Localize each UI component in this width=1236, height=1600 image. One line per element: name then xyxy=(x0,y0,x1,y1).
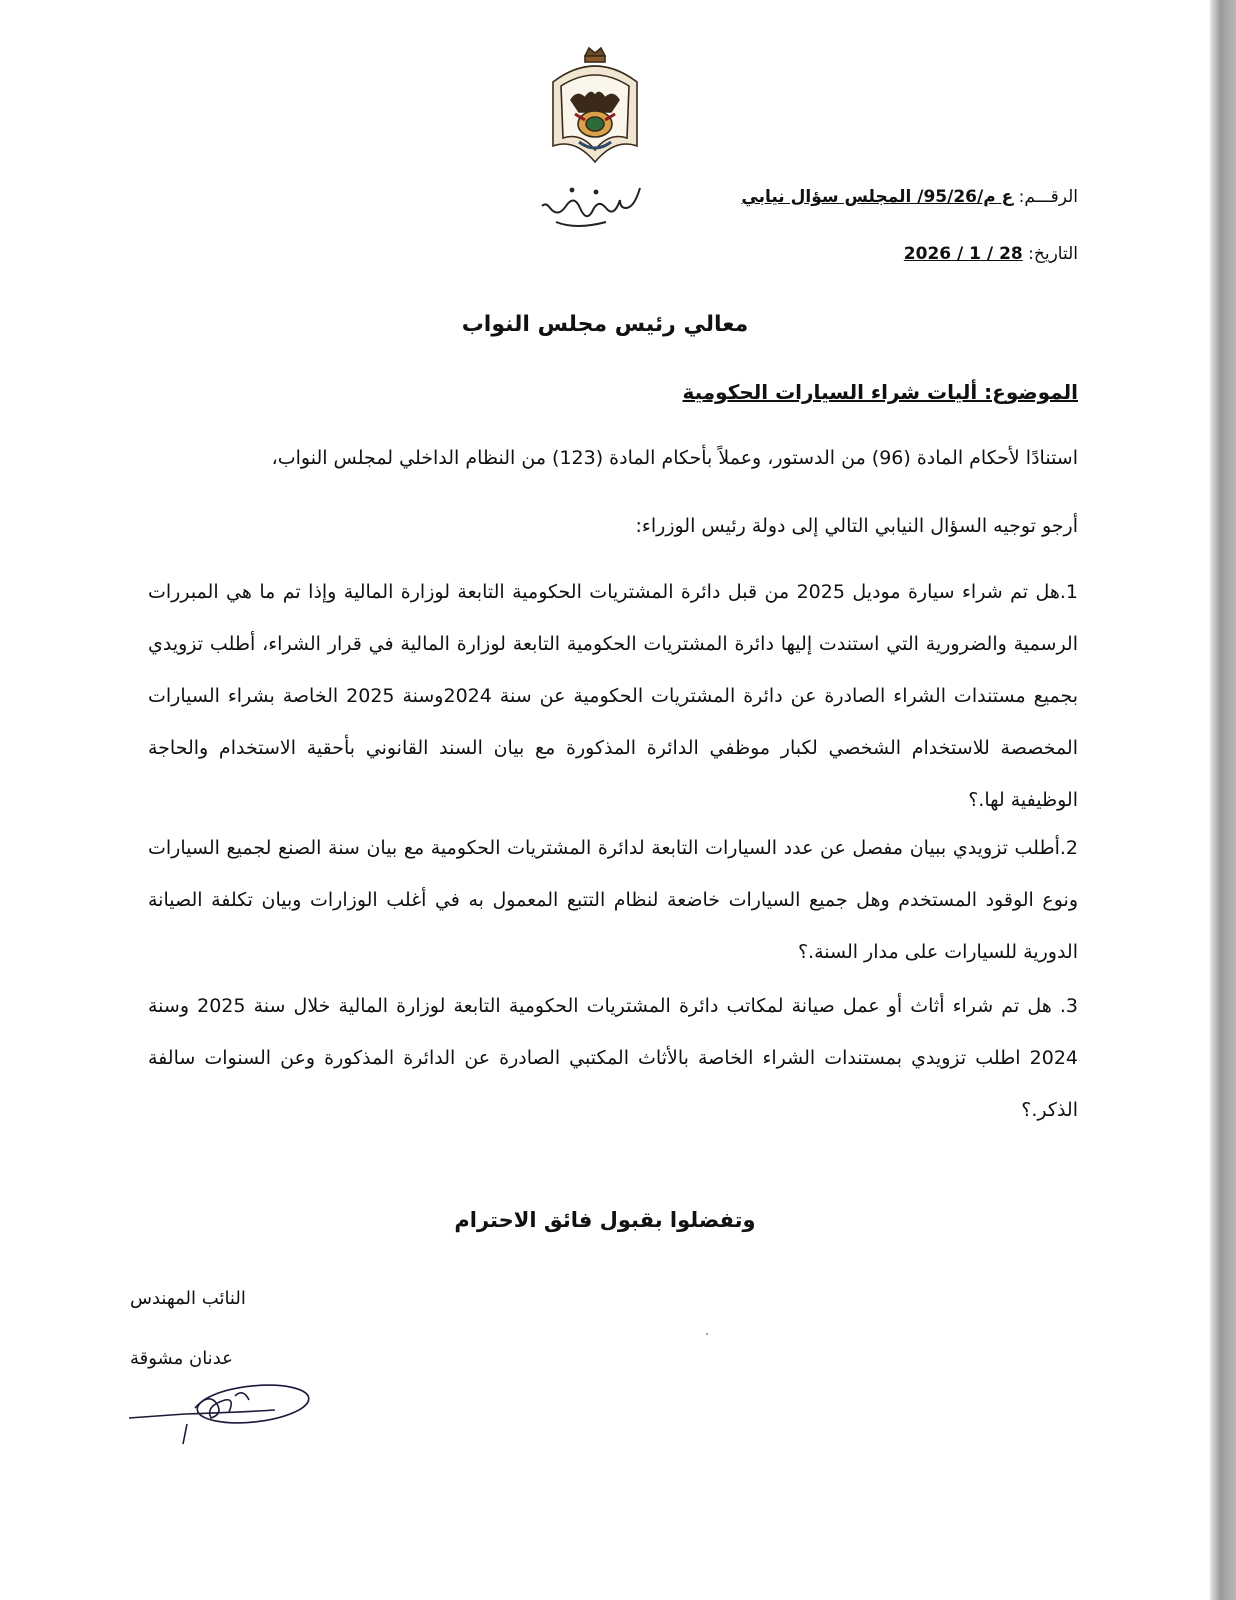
subject-line: الموضوع: أليات شراء السيارات الحكومية xyxy=(682,380,1078,404)
signatory-title: النائب المهندس xyxy=(130,1288,246,1309)
parliament-logo-script xyxy=(536,178,648,232)
jordan-coat-of-arms-icon xyxy=(545,42,645,170)
intro-paragraph: استنادًا لأحكام المادة (96) من الدستور، وعملاً بأحكام المادة (123) من النظام الداخلي لمجلس النواب، xyxy=(271,447,1078,469)
scan-edge-shadow xyxy=(1210,0,1236,1600)
question-3: 3. هل تم شراء أثاث أو عمل صيانة لمكاتب دائرة المشتريات الحكومية التابعة لوزارة المالية خلال سنة 2025 وسنة 2024 اطلب تزويدي بمستندات الشراء الخاصة بالأثاث المكتبي الصادرة عن الدائرة المذكورة وعن السنوات سالفة الذكر.؟ xyxy=(148,995,1078,1121)
date-label: التاريخ: xyxy=(1028,244,1078,264)
signatory-name: عدنان مشوقة xyxy=(130,1348,233,1369)
question-1: 1.هل تم شراء سيارة موديل 2025 من قبل دائرة المشتريات الحكومية التابعة لوزارة المالية وإذا تم ما هي المبررات الرسمية والضرورية التي استندت إليها دائرة المشتريات الحكومية التابعة لوزارة المالية في قرار الشراء، أطلب تزويدي بجميع مستندات الشراء الصادرة عن دائرة المشتريات الحكومية عن سنة 2024وسنة 2025 الخاصة بشراء السيارات المخصصة للاستخدام الشخصي لكبار موظفي الدائرة المذكورة مع بيان السند القانوني بأحقية الاستخدام والحاجة الوظيفية لها.؟ xyxy=(148,581,1079,811)
scan-speck xyxy=(706,1333,708,1335)
document-date xyxy=(904,244,1078,264)
closing-line: وتفضلوا بقبول فائق الاحترام xyxy=(454,1208,756,1232)
reference-label: الرقـــم: xyxy=(1018,187,1078,207)
reference-value: ع م/95/26/ المجلس سؤال نيابي xyxy=(741,187,1014,207)
request-paragraph: أرجو توجيه السؤال النيابي التالي إلى دولة رئيس الوزراء: xyxy=(635,515,1078,537)
date-value: 28 / 1 / 2026 xyxy=(903,244,1023,264)
question-2: 2.أطلب تزويدي ببيان مفصل عن عدد السيارات التابعة لدائرة المشتريات الحكومية مع بيان سنة الصنع لجميع السيارات ونوع الوقود المستخدم وهل جميع السيارات خاضعة لنظام التتبع المعمول به في أغلب الوزارات وبيان تكلفة الصيانة الدورية للسيارات على مدار السنة.؟ xyxy=(148,837,1078,963)
addressee: معالي رئيس مجلس النواب xyxy=(461,312,749,337)
reference-number xyxy=(741,187,1078,207)
handwritten-signature-icon xyxy=(125,1378,325,1448)
